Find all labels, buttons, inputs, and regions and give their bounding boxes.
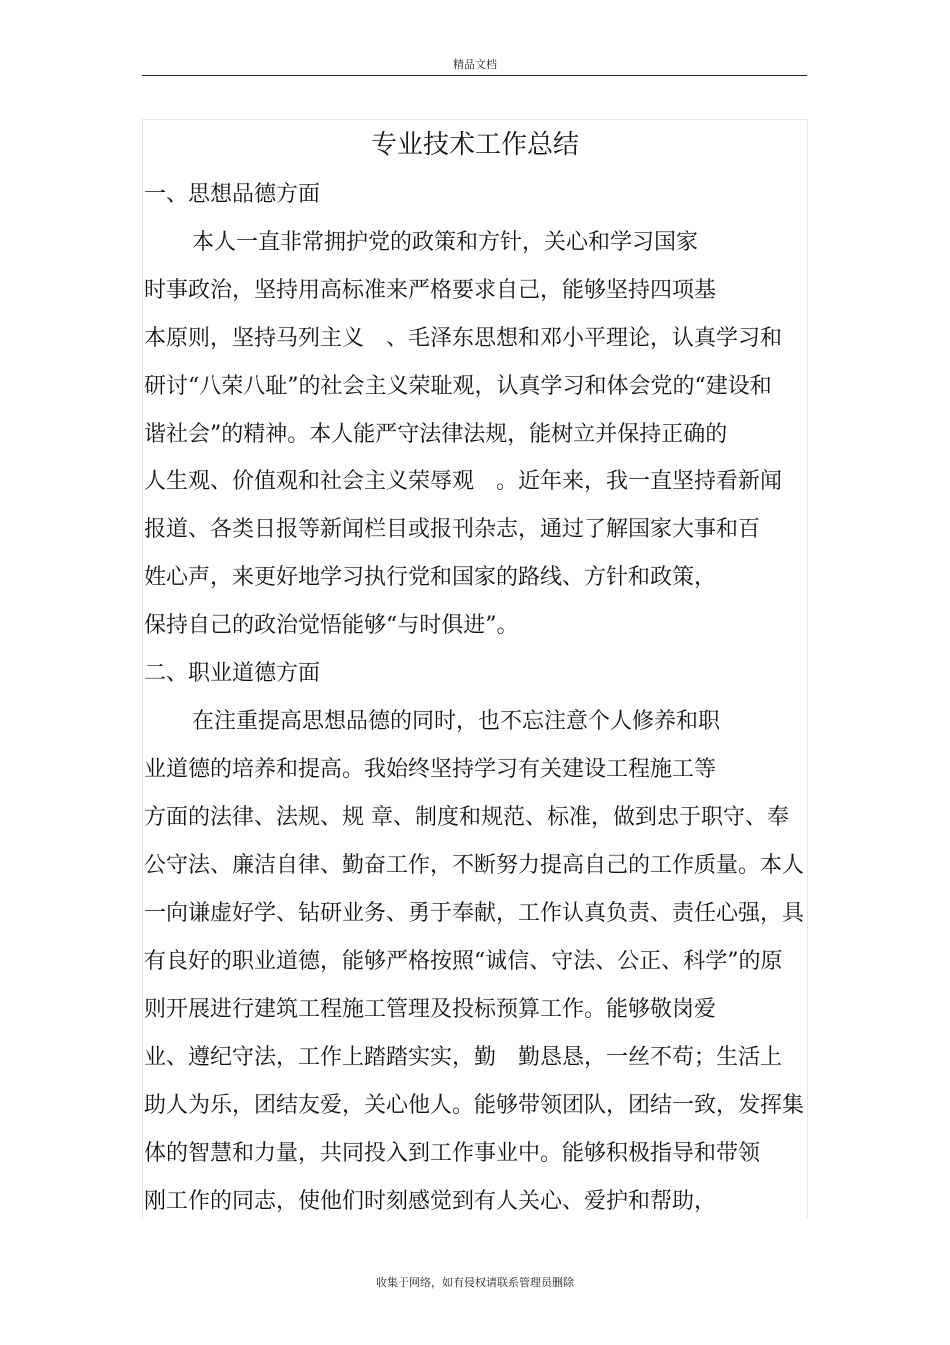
paragraph-line: 本原则，坚持马列主义 、毛泽东思想和邓小平理论，认真学习和	[144, 326, 783, 351]
section-heading-ideology: 一、思想品德方面	[144, 182, 321, 207]
paragraph-line: 姓心声，来更好地学习执行党和国家的路线、方针和政策，	[144, 565, 717, 590]
header-divider	[142, 75, 807, 76]
paragraph-line: 时事政治，坚持用高标准来严格要求自己，能够坚持四项基	[144, 278, 717, 303]
paragraph-line: 保持自己的政治觉悟能够“与时俱进”。	[144, 613, 519, 638]
paragraph-line: 一向谦虚好学、钻研业务、勇于奉献，工作认真负责、责任心强，具	[144, 901, 805, 926]
paragraph-line: 研讨“八荣八耻”的社会主义荣耻观，认真学习和体会党的“建设和	[144, 374, 772, 399]
paragraph-line: 谐社会”的精神。本人能严守法律法规，能树立并保持正确的	[144, 422, 728, 447]
paragraph-line: 公守法、廉洁自律、勤奋工作，不断努力提高自己的工作质量。本人	[144, 853, 805, 878]
paragraph-line: 报道、各类日报等新闻栏目或报刊杂志，通过了解国家大事和百	[144, 517, 761, 542]
paragraph-line: 在注重提高思想品德的同时，也不忘注意个人修养和职	[192, 709, 721, 734]
page-header: 精品文档	[453, 58, 497, 71]
paragraph-line: 刚工作的同志，使他们时刻感觉到有人关心、爱护和帮助，	[144, 1189, 717, 1214]
paragraph-line: 本人一直非常拥护党的政策和方针，关心和学习国家	[192, 230, 699, 255]
document-title: 专业技术工作总结	[370, 130, 579, 160]
paragraph-line: 业道德的培养和提高。我始终坚持学习有关建设工程施工等	[144, 757, 717, 782]
paragraph-line: 人生观、价值观和社会主义荣辱观 。近年来，我一直坚持看新闻	[144, 469, 783, 494]
paragraph-line: 业、遵纪守法，工作上踏踏实实，勤 勤恳恳，一丝不苟；生活上	[144, 1045, 783, 1070]
paragraph-line: 体的智慧和力量，共同投入到工作事业中。能够积极指导和带领	[144, 1141, 761, 1166]
paragraph-line: 则开展进行建筑工程施工管理及投标预算工作。能够敬岗爱	[144, 997, 717, 1022]
section-heading-ethics: 二、职业道德方面	[144, 661, 321, 686]
page-footer: 收集于网络，如有侵权请联系管理员删除	[376, 1276, 574, 1289]
paragraph-line: 方面的法律、法规、规 章、制度和规范、标准，做到忠于职守、奉	[144, 805, 789, 830]
paragraph-line: 助人为乐，团结友爱，关心他人。能够带领团队，团结一致，发挥集	[144, 1093, 805, 1118]
paragraph-line: 有良好的职业道德，能够严格按照“诚信、守法、公正、科学”的原	[144, 949, 783, 974]
